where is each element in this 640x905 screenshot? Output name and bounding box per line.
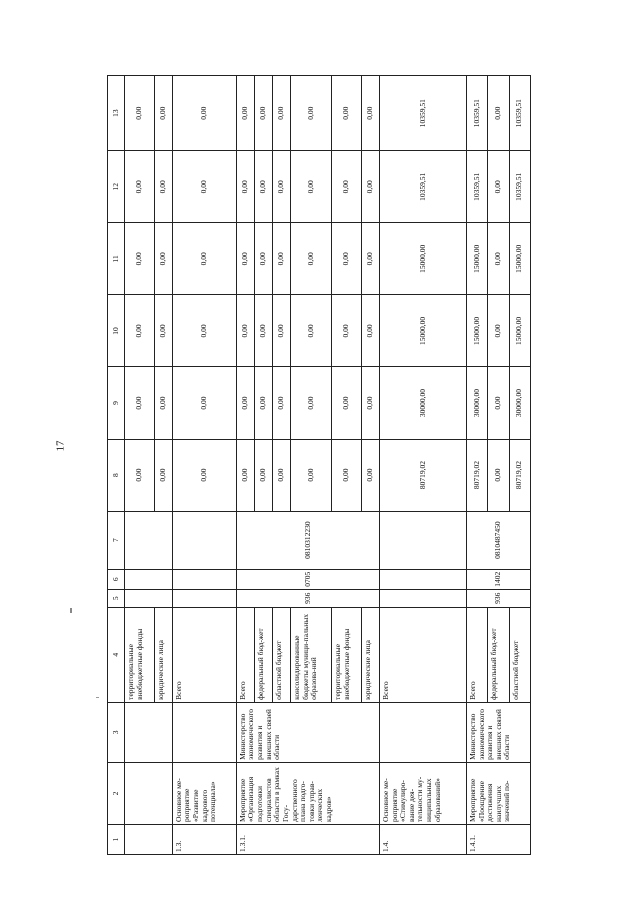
budget-code-cell: 936 (466, 589, 530, 607)
amount-cell: 0,00 (291, 223, 332, 295)
column-header: 12 (108, 151, 125, 223)
amount-cell: 0,00 (332, 76, 362, 151)
table-row (466, 76, 487, 855)
amount-cell: 0,00 (361, 223, 379, 295)
funding-source-cell: федеральный бюд-жет (254, 607, 272, 702)
budget-code-cell (379, 511, 466, 569)
measure-title-cell: Основное ме-роприятие «Развитие кадрового потенциала» (172, 762, 236, 824)
amount-cell: 10359,51 (379, 76, 466, 151)
measure-title-cell: Основное ме-роприятие «Стимулиро-вание дея-тельности му-ниципальных образований» (379, 762, 466, 824)
amount-cell: 0,00 (273, 439, 291, 511)
funding-source-cell: Всего (466, 607, 487, 702)
table-row (236, 76, 254, 855)
amount-cell: 0,00 (154, 367, 172, 439)
amount-cell: 0,00 (254, 151, 272, 223)
amount-cell: 0,00 (125, 439, 155, 511)
page-number: 17 (54, 440, 67, 452)
budget-code-cell (172, 569, 236, 589)
amount-cell: 0,00 (273, 295, 291, 367)
header-row (108, 76, 125, 855)
table-body (125, 76, 531, 855)
amount-cell: 0,00 (488, 367, 509, 439)
amount-cell: 0,00 (488, 223, 509, 295)
amount-cell: 0,00 (125, 367, 155, 439)
amount-cell: 15000,00 (466, 295, 487, 367)
table-row (125, 76, 155, 855)
budget-code-cell: 0810312230 (236, 511, 379, 569)
amount-cell: 0,00 (332, 295, 362, 367)
amount-cell: 0,00 (154, 223, 172, 295)
amount-cell: 10359,51 (466, 151, 487, 223)
budget-table (107, 75, 531, 855)
executor-cell (379, 702, 466, 762)
amount-cell: 0,00 (154, 151, 172, 223)
budget-code-cell (125, 511, 173, 569)
amount-cell: 0,00 (273, 76, 291, 151)
funding-source-cell: Всего (236, 607, 254, 702)
funding-source-cell: территориальные внебюджетные фонды (125, 607, 155, 702)
table-row (172, 76, 236, 855)
amount-cell: 80719,02 (379, 439, 466, 511)
amount-cell: 0,00 (236, 223, 254, 295)
column-header: 4 (108, 607, 125, 702)
amount-cell: 0,00 (172, 439, 236, 511)
amount-cell: 80719,02 (509, 439, 530, 511)
amount-cell: 0,00 (172, 151, 236, 223)
amount-cell: 0,00 (361, 151, 379, 223)
funding-source-cell: областной бюджет (273, 607, 291, 702)
funding-source-cell: юридические лица (361, 607, 379, 702)
amount-cell: 0,00 (361, 439, 379, 511)
amount-cell: 0,00 (154, 439, 172, 511)
amount-cell: 0,00 (273, 151, 291, 223)
budget-code-cell (125, 589, 173, 607)
amount-cell: 0,00 (488, 76, 509, 151)
budget-code-cell: 936 (236, 589, 379, 607)
amount-cell: 30000,00 (379, 367, 466, 439)
budget-code-cell (125, 569, 173, 589)
amount-cell: 0,00 (361, 295, 379, 367)
funding-source-cell: федеральный бюд-жет (488, 607, 509, 702)
amount-cell: 0,00 (332, 223, 362, 295)
amount-cell: 0,00 (361, 367, 379, 439)
amount-cell: 0,00 (254, 76, 272, 151)
amount-cell: 30000,00 (466, 367, 487, 439)
amount-cell: 0,00 (154, 295, 172, 367)
scan-speck (96, 697, 99, 698)
amount-cell: 0,00 (236, 439, 254, 511)
amount-cell: 0,00 (236, 367, 254, 439)
scan-speck (70, 608, 72, 613)
amount-cell: 0,00 (125, 223, 155, 295)
amount-cell: 0,00 (254, 439, 272, 511)
amount-cell: 15000,00 (379, 295, 466, 367)
column-header: 7 (108, 511, 125, 569)
column-header: 1 (108, 824, 125, 854)
column-header: 3 (108, 702, 125, 762)
executor-cell: Министерство экономического развития и внешних связей области (466, 702, 530, 762)
amount-cell: 0,00 (236, 295, 254, 367)
amount-cell: 0,00 (273, 367, 291, 439)
column-header: 2 (108, 762, 125, 824)
funding-source-cell: юридические лица (154, 607, 172, 702)
row-number-cell: 1.4.1. (466, 824, 530, 854)
amount-cell: 15000,00 (509, 223, 530, 295)
rotated-table-block (107, 75, 531, 855)
amount-cell: 0,00 (332, 439, 362, 511)
row-number-cell: 1.4. (379, 824, 466, 854)
amount-cell: 0,00 (254, 223, 272, 295)
amount-cell: 0,00 (291, 151, 332, 223)
executor-cell (125, 702, 173, 762)
budget-code-cell: 1402 (466, 569, 530, 589)
row-number-cell: 1.3.1. (236, 824, 379, 854)
amount-cell: 0,00 (154, 76, 172, 151)
amount-cell: 0,00 (236, 151, 254, 223)
amount-cell: 80719,02 (466, 439, 487, 511)
column-header: 10 (108, 295, 125, 367)
amount-cell: 10359,51 (509, 76, 530, 151)
amount-cell: 0,00 (291, 439, 332, 511)
funding-source-cell: Всего (172, 607, 236, 702)
column-header: 11 (108, 223, 125, 295)
executor-cell: Министерство экономического развития и внешних связей области (236, 702, 379, 762)
executor-cell (172, 702, 236, 762)
amount-cell: 0,00 (361, 76, 379, 151)
amount-cell: 10359,51 (509, 151, 530, 223)
column-header: 8 (108, 439, 125, 511)
measure-title-cell: Мероприятие «Поощрение достижения наилучших значений по- (466, 762, 530, 824)
amount-cell: 0,00 (125, 295, 155, 367)
funding-source-cell: областной бюджет (509, 607, 530, 702)
amount-cell: 0,00 (125, 76, 155, 151)
column-header: 5 (108, 589, 125, 607)
row-number-cell: 1.3. (172, 824, 236, 854)
column-header: 6 (108, 569, 125, 589)
budget-code-cell (379, 569, 466, 589)
amount-cell: 0,00 (172, 295, 236, 367)
amount-cell: 0,00 (236, 76, 254, 151)
amount-cell: 0,00 (254, 367, 272, 439)
amount-cell: 0,00 (291, 367, 332, 439)
amount-cell: 0,00 (488, 439, 509, 511)
budget-code-cell (172, 589, 236, 607)
amount-cell: 15000,00 (509, 295, 530, 367)
amount-cell: 0,00 (332, 151, 362, 223)
funding-source-cell: территориальные внебюджетные фонды (332, 607, 362, 702)
amount-cell: 10359,51 (466, 76, 487, 151)
amount-cell: 30000,00 (509, 367, 530, 439)
funding-source-cell: Всего (379, 607, 466, 702)
measure-title-cell (125, 762, 173, 824)
amount-cell: 0,00 (488, 295, 509, 367)
amount-cell: 0,00 (172, 76, 236, 151)
column-header: 9 (108, 367, 125, 439)
column-header: 13 (108, 76, 125, 151)
amount-cell: 0,00 (172, 367, 236, 439)
amount-cell: 0,00 (488, 151, 509, 223)
amount-cell: 0,00 (172, 223, 236, 295)
budget-code-cell: 0810487450 (466, 511, 530, 569)
budget-code-cell: 0705 (236, 569, 379, 589)
measure-title-cell: Мероприятие «Организация подготовки специалистов области в рамках Госу-дарственного плана подго-товки управ-ленческих кадров» (236, 762, 379, 824)
table-row (379, 76, 466, 855)
amount-cell: 0,00 (332, 367, 362, 439)
row-number-cell (125, 824, 173, 854)
amount-cell: 15000,00 (466, 223, 487, 295)
amount-cell: 0,00 (273, 223, 291, 295)
amount-cell: 10359,51 (379, 151, 466, 223)
amount-cell: 0,00 (254, 295, 272, 367)
amount-cell: 15000,00 (379, 223, 466, 295)
amount-cell: 0,00 (125, 151, 155, 223)
budget-code-cell (172, 511, 236, 569)
amount-cell: 0,00 (291, 76, 332, 151)
budget-code-cell (379, 589, 466, 607)
amount-cell: 0,00 (291, 295, 332, 367)
funding-source-cell: консолидированные бюджеты муници-пальных образова-ний (291, 607, 332, 702)
